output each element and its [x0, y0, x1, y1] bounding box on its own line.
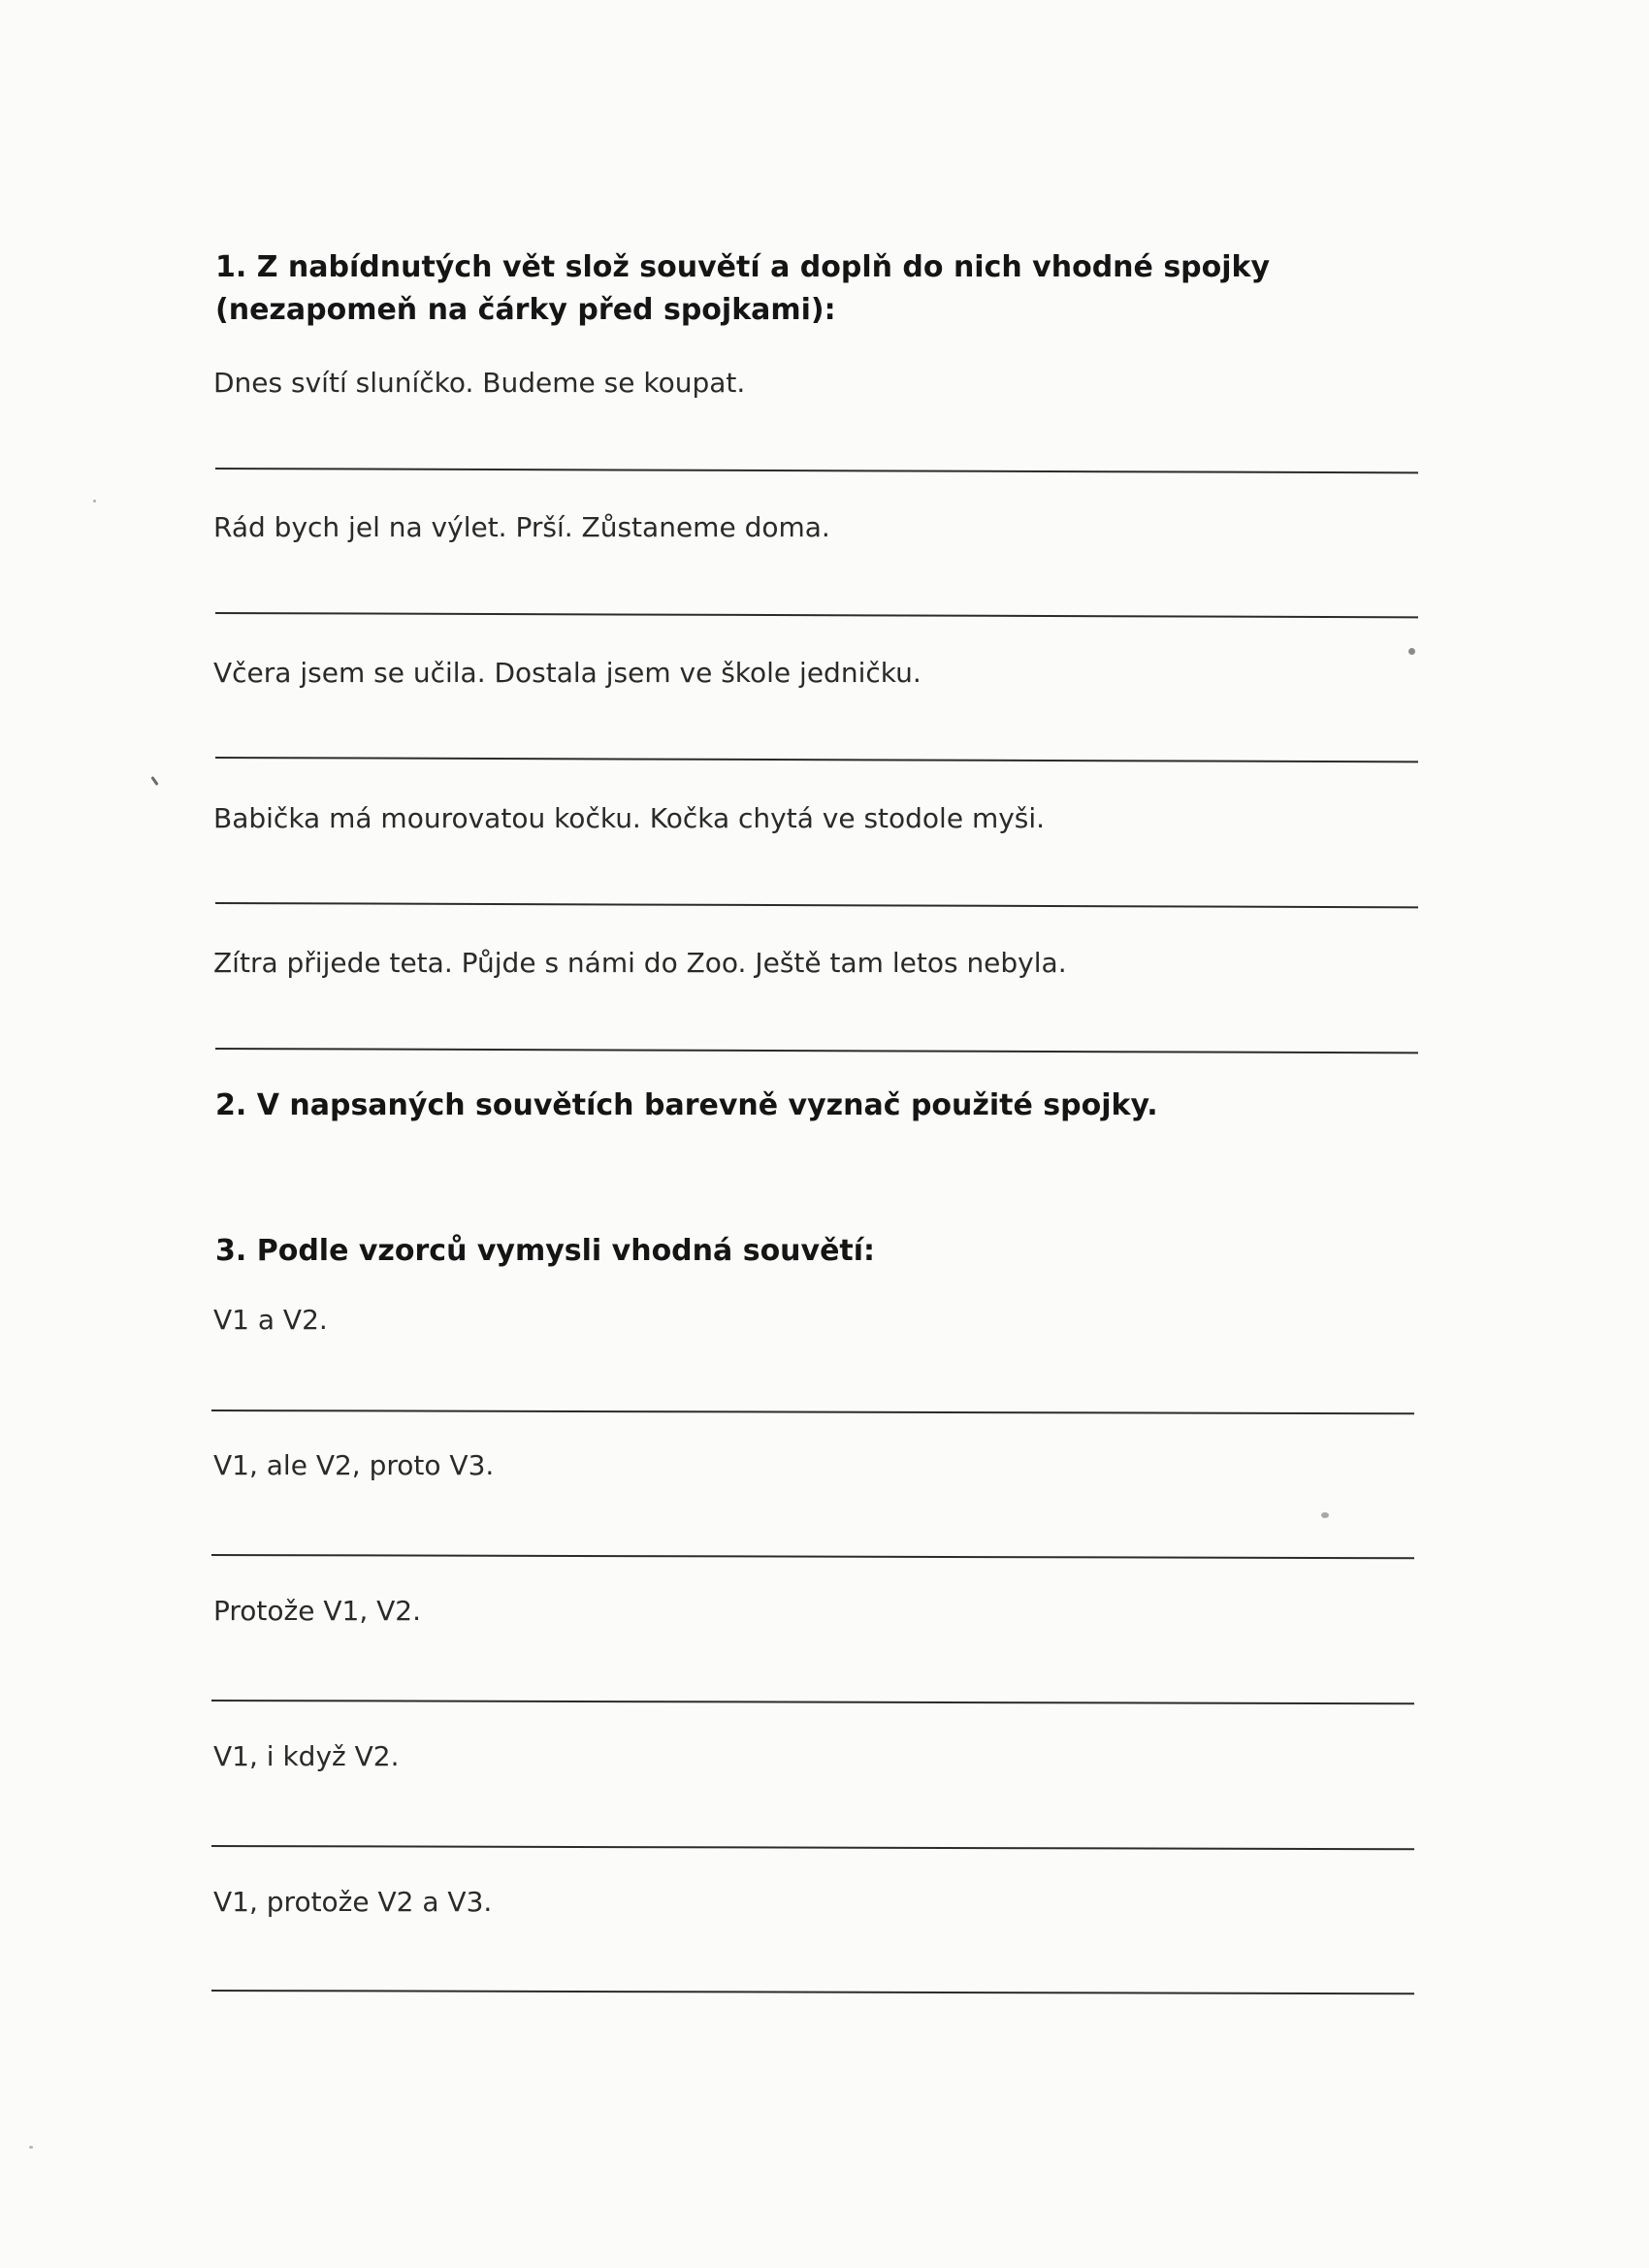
- task1-sentence-3: Včera jsem se učila. Dostala jsem ve škole jedničku.: [213, 657, 922, 689]
- answer-line-7[interactable]: [211, 1554, 1414, 1559]
- task1-sentence-4: Babička má mourovatou kočku. Kočka chytá ve stodole myši.: [213, 802, 1046, 834]
- answer-line-2[interactable]: [215, 612, 1418, 618]
- task1-sentence-1: Dnes svítí sluníčko. Budeme se koupat.: [213, 367, 746, 399]
- answer-line-1[interactable]: [215, 468, 1418, 473]
- answer-line-8[interactable]: [211, 1700, 1414, 1704]
- task1-heading: 1. Z nabídnutých vět slož souvětí a doplň do nich vhodné spojky (nezapomeň na čárky před spojkami):: [215, 250, 1271, 327]
- task3-pattern-4: V1, i když V2.: [213, 1740, 400, 1772]
- answer-line-10[interactable]: [211, 1990, 1414, 1994]
- answer-line-9[interactable]: [211, 1845, 1414, 1850]
- task1-sentence-5: Zítra přijede teta. Půjde s námi do Zoo. Ještě tam letos nebyla.: [213, 947, 1067, 979]
- scan-speck: [1408, 648, 1415, 655]
- answer-line-3[interactable]: [215, 757, 1418, 762]
- scan-speck: [29, 2146, 33, 2149]
- task3-pattern-5: V1, protože V2 a V3.: [213, 1886, 493, 1918]
- answer-line-6[interactable]: [211, 1409, 1414, 1414]
- scan-speck: [1321, 1512, 1329, 1518]
- answer-line-4[interactable]: [215, 902, 1418, 908]
- task3-heading: 3. Podle vzorců vymysli vhodná souvětí:: [215, 1234, 876, 1268]
- task1-sentence-2: Rád bych jel na výlet. Prší. Zůstaneme doma.: [213, 511, 830, 543]
- answer-line-5[interactable]: [215, 1048, 1418, 1053]
- task3-pattern-3: Protože V1, V2.: [213, 1595, 421, 1627]
- task3-pattern-2: V1, ale V2, proto V3.: [213, 1449, 495, 1481]
- scan-speck: [93, 500, 96, 502]
- task3-pattern-1: V1 a V2.: [213, 1304, 328, 1336]
- scan-speck: [150, 776, 158, 786]
- task2-heading: 2. V napsaných souvětích barevně vyznač použité spojky.: [215, 1088, 1158, 1122]
